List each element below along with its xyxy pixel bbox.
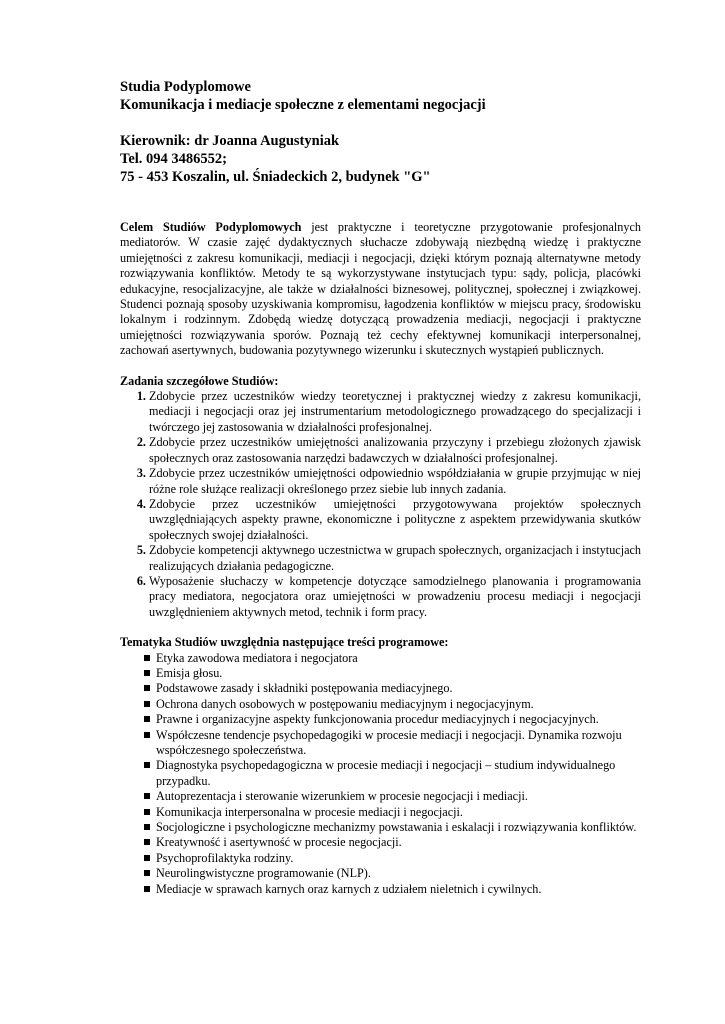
intro-paragraph	[120, 220, 641, 359]
list-item: 5. Zdobycie kompetencji aktywnego uczestnictwa w grupach społecznych, organizacjach i instytucjach realizujących działania pedagogiczne.	[149, 543, 641, 574]
list-item: Psychoprofilaktyka rodziny.	[156, 851, 641, 866]
intro-text: jest praktyczne i teoretyczne przygotowanie profesjonalnych mediatorów. W czasie zajęć dydaktycznych słuchacze zdobywają niezbędną wiedzę i praktyczne umiejętności z zakresu komunikacji, mediacji i negocjacji, dzięki którym poznają alternatywne metody rozwiązywania konfliktów. Metody te są wykorzystywane instytucjach typu: sądy, policja, placówki edukacyjne, resocjalizacyjne, ale także w działalności biznesowej, politycznej, społecznej i związkowej. Studenci poznają sposoby uzyskiwania kompromisu, łagodzenia konfliktów w miejscu pracy, środowisku lokalnym i rodzinnym. Zdobędą wiedzę dotyczącą prowadzenia mediacji, negocjacji i praktyczne umiejętności rozwiązywania sporów. Poznają też cechy efektywnej komunikacji interpersonalnej, zachowań asertywnych, budowania pozytywnego wizerunku i skutecznych wystąpień publicznych.	[120, 220, 641, 358]
square-bullet-icon	[144, 824, 150, 830]
square-bullet-icon	[144, 855, 150, 861]
tasks-heading: Zadania szczegółowe Studiów:	[120, 373, 279, 388]
list-item: Podstawowe zasady i składniki postępowania mediacyjnego.	[156, 681, 641, 696]
phone-number: Tel. 094 3486552;	[120, 151, 228, 167]
list-item: 1. Zdobycie przez uczestników wiedzy teoretycznej i praktycznej wiedzy z zakresu komunikacji, mediacji i negocjacji oraz jej instrumentarium metodologicznego prowadzącego do specjalizacji i twórczego jej zastosowania w działalności profesjonalnej.	[149, 389, 641, 435]
square-bullet-icon	[144, 701, 150, 707]
list-item: Etyka zawodowa mediatora i negocjatora	[156, 651, 641, 666]
square-bullet-icon	[144, 716, 150, 722]
list-item: Komunikacja interpersonalna w procesie mediacji i negocjacji.	[156, 805, 641, 820]
document-header	[120, 78, 641, 186]
program-type: Studia Podyplomowe	[120, 79, 251, 95]
square-bullet-icon	[144, 886, 150, 892]
square-bullet-icon	[144, 809, 150, 815]
list-item: Współczesne tendencje psychopedagogiki w procesie mediacji i negocjacji. Dynamika rozwoju współczesnego społeczeństwa.	[156, 728, 641, 759]
program-director: Kierownik: dr Joanna Augustyniak	[120, 133, 340, 149]
square-bullet-icon	[144, 732, 150, 738]
square-bullet-icon	[144, 655, 150, 661]
list-item: Socjologiczne i psychologiczne mechanizmy powstawania i eskalacji i rozwiązywania konfliktów.	[156, 820, 641, 835]
topics-heading: Tematyka Studiów uwzględnia następujące treści programowe:	[120, 635, 449, 650]
list-item: Prawne i organizacyjne aspekty funkcjonowania procedur mediacyjnych i negocjacyjnych.	[156, 712, 641, 727]
list-item: Autoprezentacja i sterowanie wizerunkiem w procesie negocjacji i mediacji.	[156, 789, 641, 804]
list-item: Diagnostyka psychopedagogiczna w procesie mediacji i negocjacji – studium indywidualnego przypadku.	[156, 758, 641, 789]
list-item: 6. Wyposażenie słuchaczy w kompetencje dotyczące samodzielnego planowania i programowania pracy mediatora, negocjatora oraz umiejętności w prowadzeniu procesu mediacji i negocjacji uwzględnieniem aktywnych metod, technik i form pracy.	[149, 574, 641, 620]
square-bullet-icon	[144, 670, 150, 676]
list-item: Mediacje w sprawach karnych oraz karnych z udziałem nieletnich i cywilnych.	[156, 882, 641, 897]
tasks-list	[120, 389, 641, 620]
list-item: 3. Zdobycie przez uczestników umiejętności odpowiednio współdziałania w grupie przyjmując w niej różne role służące realizacji określonego przez siebie lub innych zadania.	[149, 466, 641, 497]
square-bullet-icon	[144, 793, 150, 799]
intro-lead: Celem Studiów Podyplomowych	[120, 220, 302, 234]
list-item: 2. Zdobycie przez uczestników umiejętności analizowania przyczyny i przebiegu złożonych zjawisk społecznych oraz zastosowania narzędzi badawczych w działalności profesjonalnej.	[149, 435, 641, 466]
square-bullet-icon	[144, 762, 150, 768]
square-bullet-icon	[144, 870, 150, 876]
list-item: Ochrona danych osobowych w postępowaniu mediacyjnym i negocjacyjnym.	[156, 697, 641, 712]
square-bullet-icon	[144, 839, 150, 845]
address: 75 - 453 Koszalin, ul. Śniadeckich 2, budynek "G"	[120, 169, 431, 185]
list-item: 4. Zdobycie przez uczestników umiejętności przygotowywana projektów społecznych uwzględniających aspekty prawne, ekonomiczne i polityczne z aspektem przewidywania skutków społecznych swojej działalności.	[149, 497, 641, 543]
list-item: Neurolingwistyczne programowanie (NLP).	[156, 866, 641, 881]
list-item: Kreatywność i asertywność w procesie negocjacji.	[156, 835, 641, 850]
program-title: Komunikacja i mediacje społeczne z elementami negocjacji	[120, 97, 486, 113]
square-bullet-icon	[144, 685, 150, 691]
list-item: Emisja głosu.	[156, 666, 641, 681]
topics-list	[120, 651, 641, 898]
